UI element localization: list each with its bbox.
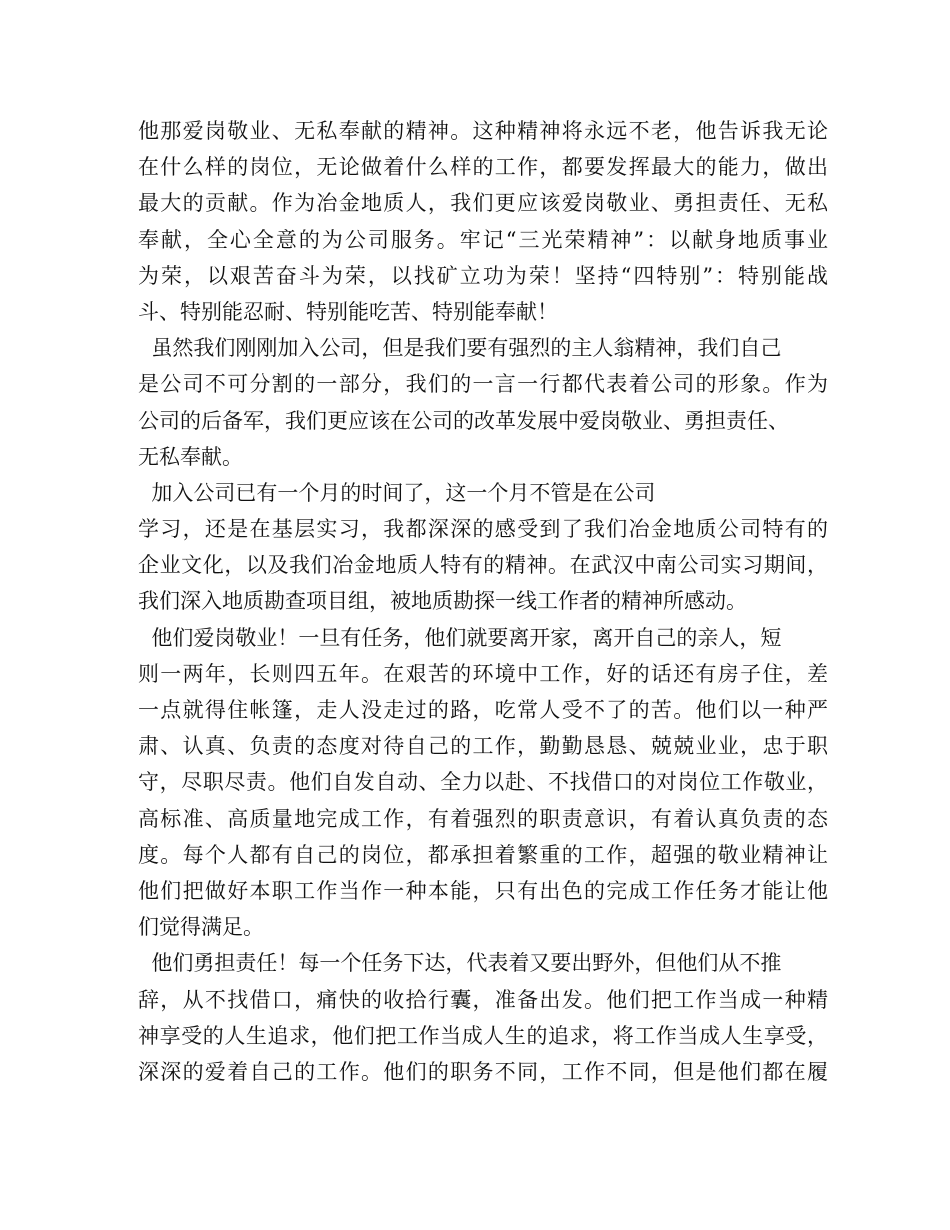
text-line: 深深的爱着自己的工作。他们的职务不同，工作不同，但是他们都在履: [138, 1059, 828, 1084]
text-line: 一点就得住帐篷，走人没走过的路，吃常人受不了的苦。他们以一种严: [138, 698, 828, 722]
text-line: 他们勇担责任！每一个任务下达，代表着又要出野外，但他们从不推: [138, 951, 782, 976]
document-body-text: [138, 113, 828, 1090]
text-line: 度。每个人都有自己的岗位，都承担着繁重的工作，超强的敬业精神让: [138, 842, 828, 867]
text-line: 斗、特别能忍耐、特别能吃苦、特别能奉献！: [138, 299, 558, 324]
text-line: 公司的后备军，我们更应该在公司的改革发展中爱岗敬业、勇担责任、: [138, 408, 789, 433]
text-line: 企业文化，以及我们冶金地质人特有的精神。在武汉中南公司实习期间，: [138, 553, 828, 578]
text-line: 守，尽职尽责。他们自发自动、全力以赴、不找借口的对岗位工作敬业，: [138, 770, 828, 795]
text-line: 他们把做好本职工作当作一种本能，只有出色的完成工作任务才能让他: [138, 878, 828, 903]
text-line: 无私奉献。: [138, 444, 243, 469]
text-line: 奉献，全心全意的为公司服务。牢记“三光荣精神”：以献身地质事业: [138, 227, 828, 252]
text-line: 们觉得满足。: [138, 915, 264, 940]
text-line: 神享受的人生追求，他们把工作当成人生的追求，将工作当成人生享受，: [138, 1023, 828, 1048]
text-line: 学习，还是在基层实习，我都深深的感受到了我们冶金地质公司特有的: [138, 517, 828, 542]
text-line: 则一两年，长则四五年。在艰苦的环境中工作，好的话还有房子住，差: [138, 661, 828, 686]
text-line: 辞，从不找借口，痛快的收拾行囊，准备出发。他们把工作当成一种精: [138, 987, 828, 1012]
text-line: 高标准、高质量地完成工作，有着强烈的职责意识，有着认真负责的态: [138, 806, 828, 831]
text-line: 我们深入地质勘查项目组，被地质勘探一线工作者的精神所感动。: [138, 589, 747, 614]
text-line: 最大的贡献。作为冶金地质人，我们更应该爱岗敬业、勇担责任、无私: [138, 191, 828, 216]
text-line: 是公司不可分割的一部分，我们的一言一行都代表着公司的形象。作为: [138, 372, 828, 397]
text-line: 为荣，以艰苦奋斗为荣，以找矿立功为荣！坚持“四特别”：特别能战: [138, 263, 828, 288]
text-line: 虽然我们刚刚加入公司，但是我们要有强烈的主人翁精神，我们自己: [138, 336, 782, 361]
text-line: 他那爱岗敬业、无私奉献的精神。这种精神将永远不老，他告诉我无论: [138, 119, 828, 143]
text-line: 加入公司已有一个月的时间了，这一个月不管是在公司: [138, 480, 656, 505]
text-line: 他们爱岗敬业！一旦有任务，他们就要离开家，离开自己的亲人，短: [138, 625, 782, 650]
text-line: 肃、认真、负责的态度对待自己的工作，勤勤恳恳、兢兢业业，忠于职: [138, 734, 828, 759]
text-line: 在什么样的岗位，无论做着什么样的工作，都要发挥最大的能力，做出: [138, 155, 828, 180]
